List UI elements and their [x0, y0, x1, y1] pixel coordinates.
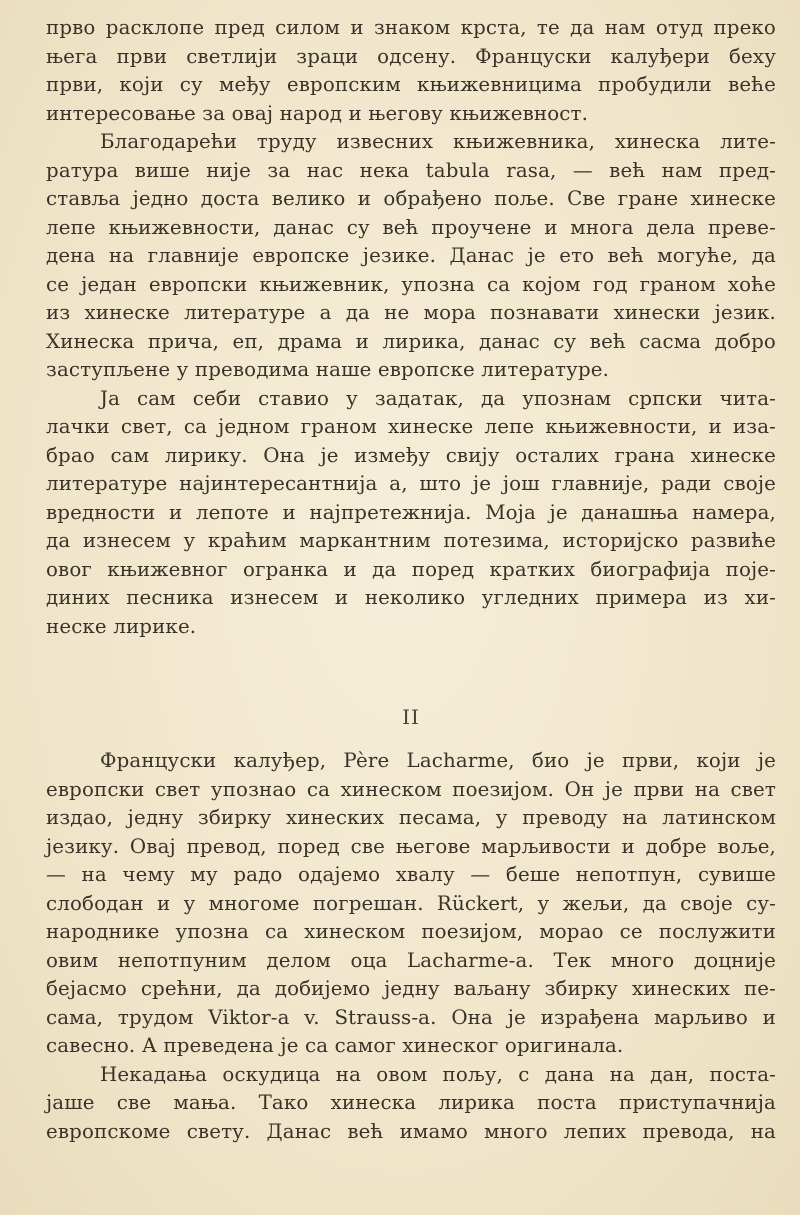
paragraph	[46, 747, 776, 1061]
text-line: Ја сам себи ставио у задатак, да упознам српски чита-	[100, 386, 776, 410]
text-line: издао, једну збирку хинеских песама, у преводу на латинском	[46, 806, 776, 829]
text-line: заступљене у преводима наше европске литературе.	[46, 358, 610, 381]
text-line: да изнесем у краћим маркантним потезима, историјско развиће	[46, 529, 776, 552]
text-line: литературе најинтересантнија а, што је још главније, ради своје	[46, 472, 776, 495]
text-line: — на чему му радо одајемо хвалу — беше непотпун, сувише	[46, 863, 776, 886]
text-line: вредности и лепоте и најпретежнија. Моја је данашња намера,	[46, 500, 776, 524]
text-line: први, који су међу европским књижевницима пробудили веће	[46, 73, 776, 96]
text-line: европски свет упознао са хинеском поезијом. Он је први на свет	[46, 777, 776, 801]
text-line: неске лирике.	[46, 614, 197, 638]
text-line: народнике упозна са хинеском поезијом, морао се послужити	[46, 920, 776, 943]
text-line: лепе књижевности, данас су већ проучене и многа дела преве-	[46, 215, 776, 239]
text-line: бејасмо срећни, да добијемо једну ваљану збирку хинеских пе-	[46, 977, 776, 1000]
section-heading: II	[402, 705, 420, 729]
text-line: интересовање за овај народ и његову књижевност.	[46, 101, 589, 125]
paragraph	[46, 385, 776, 642]
text-line: Некадања оскудица на овом пољу, с дана на дан, поста-	[100, 1062, 776, 1086]
text-line: савесно. А преведена је са самог хинеског оригинала.	[46, 1034, 624, 1057]
text-line: европскоме свету. Данас већ имамо много лепих превода, на	[46, 1119, 776, 1143]
paragraph	[46, 1061, 776, 1147]
text-line: Хинеска прича, еп, драма и лирика, данас су већ сасма добро	[46, 329, 776, 353]
text-line: дена на главније европске језике. Данас је ето већ могуће, да	[46, 244, 776, 267]
text-line: јаше све мања. Тако хинеска лирика поста приступачнија	[46, 1091, 776, 1114]
text-line: брао сам лирику. Она је између свију осталих грана хинеске	[46, 443, 776, 467]
text-line: из хинеске литературе а да не мора познавати хинески језик.	[46, 301, 776, 324]
text-line: Благодарећи труду извесних књижевника, хинеска лите-	[100, 130, 776, 153]
text-line: диних песника изнесем и неколико угледних примера из хи-	[46, 586, 776, 609]
text-line: се један европски књижевник, упозна са којом год граном хоће	[46, 272, 776, 296]
text-line: овог књижевног огранка и да поред кратких биографија поје-	[46, 557, 776, 581]
paragraph	[46, 14, 776, 128]
text-line: Француски калуђер, Père Lacharme, био је први, који је	[100, 749, 776, 772]
text-line: ратура више није за нас нека tabula rasa, — већ нам пред-	[46, 158, 776, 182]
text-line: језику. Овај превод, поред све његове марљивости и добре воље,	[46, 834, 776, 858]
text-line: прво расклопе пред силом и знаком крста, те да нам отуд преко	[46, 16, 776, 39]
text-line: лачки свет, са једном граном хинеске лепе књижевности, и иза-	[46, 415, 776, 438]
text-line: сама, трудом Viktor-а v. Strauss-а. Она је израђена марљиво и	[46, 1005, 776, 1029]
text-line: њега први светлији зраци одсену. Француски калуђери беху	[46, 44, 776, 68]
text-line: слободан и у многоме погрешан. Rückert, у жељи, да своје су-	[46, 891, 776, 915]
text-line: овим непотпуним делом оца Lacharme-а. Тек много доцније	[46, 948, 776, 972]
text-line: ставља једно доста велико и обрађено поље. Све гране хинеске	[46, 187, 776, 210]
paragraph	[46, 128, 776, 385]
